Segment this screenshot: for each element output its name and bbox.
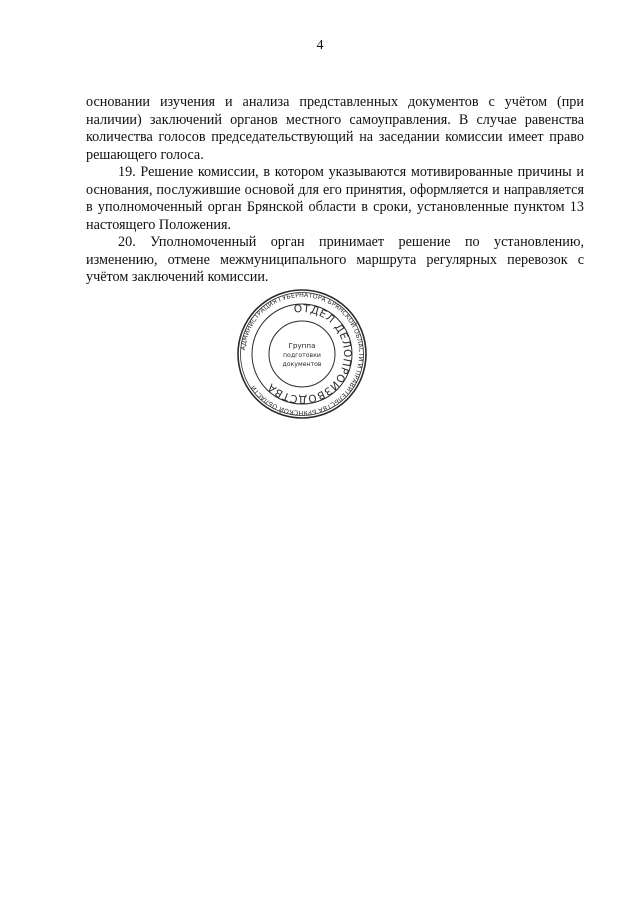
stamp-inner-ring-text: ОТДЕЛ ДЕЛОПРОИЗВОДСТВА <box>265 302 354 406</box>
page-number: 4 <box>316 38 324 53</box>
stamp-seal-graphic <box>236 288 368 420</box>
stamp-center-line-2: подготовки <box>283 352 321 359</box>
stamp-center-line-3: документов <box>282 361 322 368</box>
stamp-outer-ring-text: АДМИНИСТРАЦИЯ ГУБЕРНАТОРА БРЯНСКОЙ ОБЛАСТИ И ПРАВИТЕЛЬСТВА БРЯНСКОЙ ОБЛАСТИ <box>240 291 365 417</box>
document-body <box>86 94 584 287</box>
paragraph-continuation: основании изучения и анализа представленных документов с учётом (при наличии) заключений органов местного самоуправления. В случае равенства количества голосов председательствующий на заседании комиссии имеет право решающего голоса. <box>86 94 584 163</box>
paragraph-19: 19. Решение комиссии, в котором указываются мотивированные причины и основания, послужившие основой для его принятия, оформляется и направляется в уполномоченный орган Брянской области в сроки, установленные пунктом 13 настоящего Положения. <box>86 164 584 233</box>
stamp-center-line-1: Группа <box>288 341 316 350</box>
paragraph-20: 20. Уполномоченный орган принимает решение по установлению, изменению, отмене межмуниципального маршрута регулярных перевозок с учётом заключений комиссии. <box>86 234 584 285</box>
official-stamp <box>236 288 368 420</box>
